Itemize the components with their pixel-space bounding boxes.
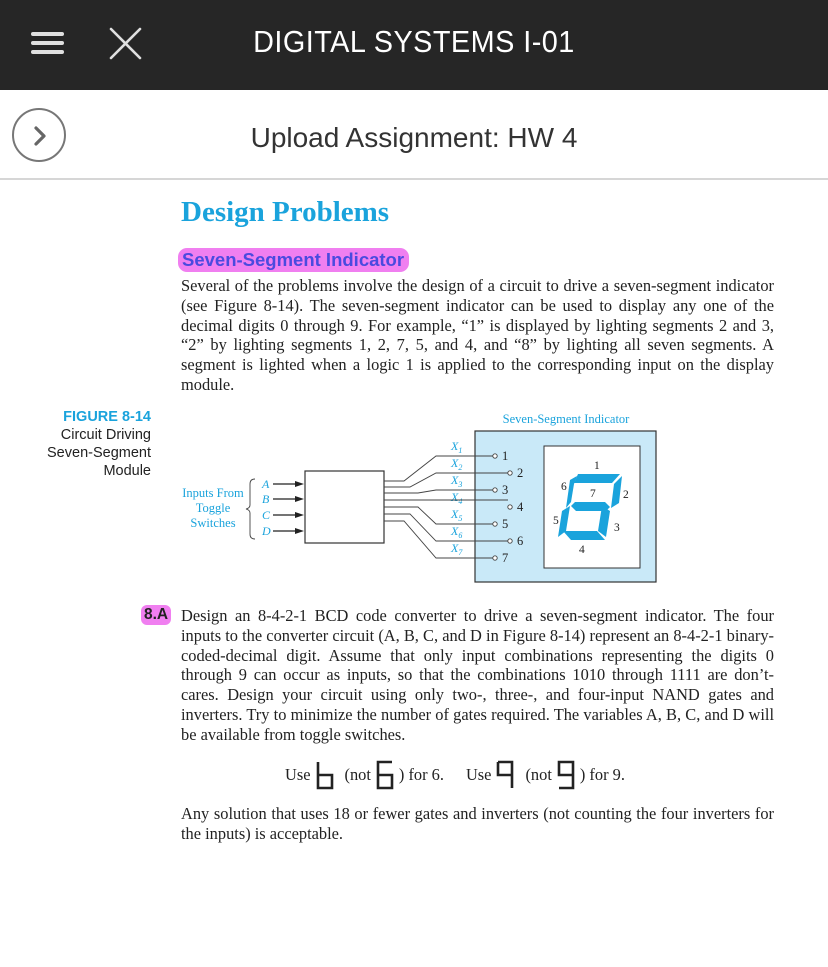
svg-text:X6: $X_6$ xyxy=(451,524,463,540)
svg-text:X1: $X_1$ xyxy=(451,439,463,455)
digit-9-alternate-icon xyxy=(556,760,576,790)
svg-text:3: 3 xyxy=(614,522,620,534)
top-bar xyxy=(0,0,828,90)
svg-text:Toggle: Toggle xyxy=(195,501,231,515)
course-title: DIGITAL SYSTEMS I-01 xyxy=(253,24,575,59)
section-title: Design Problems xyxy=(181,196,390,228)
intro-paragraph: Several of the problems involve the design of a circuit to drive a seven-segment indicator (see Figure 8-14). The seven-segment indicator can be used to display any one of the decimal digits 0 through 9. For example, “1” is displayed by lighting segments 2 and 3, “2” by lighting segments 1, 2, 7, 5, and 4, and “8” by lighting all seven segments. A segment is lighted when a logic 1 is applied to the corresponding input on the display module. xyxy=(181,276,774,394)
figure-8-14-diagram xyxy=(175,408,665,588)
svg-text:4: 4 xyxy=(579,544,585,556)
svg-text:5: 5 xyxy=(553,515,559,527)
svg-text:1: 1 xyxy=(502,449,509,463)
svg-text:X2: $X_2$ xyxy=(451,456,463,472)
assignment-header xyxy=(0,90,828,180)
problem-text: Design an 8-4-2-1 BCD code converter to drive a seven-segment indicator. The four inputs to the converter circuit (A, B, C, and D in Figure 8-14) represent an 8-4-2-1 binary-coded-decimal digit. Assume that only input combinations representing the digits 0 through 9 can occur as inputs, so that the combinations 1010 through 1111 are don’t-cares. Design your circuit using only two-, three-, and four-input NAND gates and inverters. Try to minimize the number of gates required. The variables A, B, C, and D will be available from toggle switches. xyxy=(181,606,774,744)
svg-text:4: 4 xyxy=(517,500,524,514)
svg-text:3: 3 xyxy=(502,483,509,497)
svg-text:2: 2 xyxy=(623,489,629,501)
figure-caption-line: Seven-Segment xyxy=(47,445,151,461)
problem-number-badge: 8.A xyxy=(141,605,171,625)
svg-text:6: 6 xyxy=(517,534,524,548)
figure-caption xyxy=(20,408,151,480)
acceptance-note: Any solution that uses 18 or fewer gates and inverters (not counting the four inverters for the inputs) is acceptable. xyxy=(181,804,774,843)
svg-text:X3: $X_3$ xyxy=(451,473,463,489)
svg-text:X4: $X_4$ xyxy=(451,490,463,506)
svg-text:6: 6 xyxy=(561,481,567,493)
svg-text:A: A xyxy=(262,477,270,491)
figure-number: FIGURE 8-14 xyxy=(63,409,151,425)
indicator-label: Seven-Segment Indicator xyxy=(502,412,630,426)
svg-text:C: C xyxy=(262,508,271,522)
page-title: Upload Assignment: HW 4 xyxy=(250,122,578,153)
highlighted-subtitle: Seven-Segment Indicator xyxy=(178,248,409,272)
document-view[interactable] xyxy=(0,182,828,967)
svg-text:2: 2 xyxy=(517,466,524,480)
digit-usage-note: Use (not ) for 6. Use (not ) for 9. xyxy=(285,758,625,792)
svg-text:B: B xyxy=(262,492,270,506)
svg-text:X7: $X_7$ xyxy=(451,541,463,557)
svg-text:1: 1 xyxy=(594,460,600,472)
svg-text:5: 5 xyxy=(502,517,509,531)
svg-text:Inputs From: Inputs From xyxy=(182,486,244,500)
digit-6-preferred-icon xyxy=(315,760,335,790)
figure-caption-line: Module xyxy=(103,463,151,479)
digit-9-preferred-icon xyxy=(495,760,515,790)
svg-text:X5: $X_5$ xyxy=(451,507,463,523)
digit-6-alternate-icon xyxy=(375,760,395,790)
svg-text:7: 7 xyxy=(502,551,509,565)
svg-text:7: 7 xyxy=(590,488,596,500)
figure-caption-line: Circuit Driving xyxy=(60,427,151,443)
svg-text:Switches: Switches xyxy=(190,516,236,530)
svg-text:D: D xyxy=(262,524,271,538)
